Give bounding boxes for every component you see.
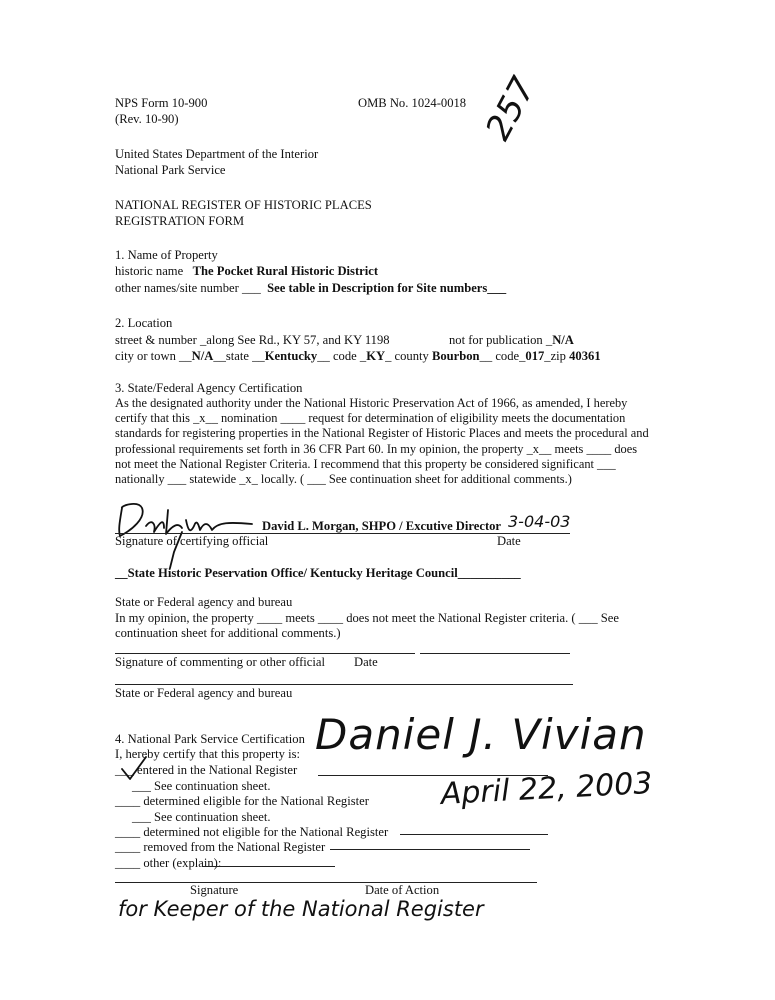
service-name: National Park Service	[115, 163, 226, 177]
county-code-label: __ code_	[479, 349, 526, 363]
explain-line	[203, 866, 335, 867]
other-names-row	[115, 281, 506, 296]
opinion-line1: In my opinion, the property ____ meets ____ does not meet the National Register criteria. ( ___ See	[115, 611, 619, 625]
opinion-line2: continuation sheet for additional comments.)	[115, 626, 341, 640]
commenting-date-label: Date	[354, 655, 378, 669]
city-value: N/A	[191, 349, 214, 363]
certification-paragraph	[115, 396, 665, 487]
status-continuation: ___ See continuation sheet.	[132, 810, 271, 824]
state-label: __state __	[213, 349, 265, 363]
section2-heading: 2. Location	[115, 316, 173, 330]
status-removed: ____ removed from the National Register	[115, 840, 326, 854]
date-line	[400, 834, 548, 835]
signature-label: Signature	[190, 883, 239, 897]
state-code-label: __ code _	[317, 349, 367, 363]
status-continuation: ___ See continuation sheet.	[132, 779, 271, 793]
omb-number: OMB No. 1024-0018	[358, 96, 467, 110]
zip-label: _zip	[544, 349, 566, 363]
other-names-label: other names/site number ___	[115, 281, 261, 295]
section1-heading: 1. Name of Property	[115, 248, 218, 262]
county-code-value: 017	[525, 349, 545, 363]
date-of-action-label: Date of Action	[365, 883, 440, 897]
form-number: NPS Form 10-900	[115, 96, 208, 110]
state-value: Kentucky	[264, 349, 318, 363]
commenting-signature-line	[115, 653, 415, 654]
commenting-official-label: Signature of commenting or other official	[115, 655, 325, 669]
signature-date-label: Date	[497, 534, 521, 548]
city-label: city or town __	[115, 349, 192, 363]
status-eligible: ____ determined eligible for the National Register	[115, 794, 369, 808]
agency-bureau-line	[115, 684, 573, 685]
commenting-date-line	[420, 653, 570, 654]
zip-value: 40361	[569, 349, 601, 363]
form-title-line2: REGISTRATION FORM	[115, 214, 245, 228]
state-code-value: KY	[366, 349, 386, 363]
date-line	[330, 849, 530, 850]
street-line: street & number _along See Rd., KY 57, and KY 1198	[115, 333, 390, 347]
nfp-label: not for publication _	[449, 333, 553, 347]
agency-bureau-label: State or Federal agency and bureau	[115, 595, 293, 609]
keeper-handwritten-date: April 22, 2003	[440, 765, 654, 812]
certify-statement: I, hereby certify that this property is:	[115, 747, 301, 761]
not-for-publication	[449, 333, 574, 348]
cert-line: nationally ___ statewide _x_ locally. ( ___ See continuation sheet for additional comments.)	[115, 472, 572, 487]
county-value: Bourbon	[431, 349, 480, 363]
form-revision: (Rev. 10-90)	[115, 112, 179, 126]
historic-name-label: historic name	[115, 264, 184, 278]
form-title-line1: NATIONAL REGISTER OF HISTORIC PLACES	[115, 198, 372, 212]
historic-name-value: The Pocket Rural Historic District	[192, 264, 379, 278]
department-name: United States Department of the Interior	[115, 147, 319, 161]
status-not-eligible: ____ determined not eligible for the National Register	[115, 825, 389, 839]
section4-heading: 4. National Park Service Certification	[115, 732, 305, 746]
cert-line: certify that this _x__ nomination ____ request for determination of eligibility meets the documentation	[115, 411, 626, 426]
keeper-handwritten-note: for Keeper of the National Register	[118, 897, 484, 921]
action-signature-line	[115, 882, 537, 883]
status-other: ____ other (explain):	[115, 856, 222, 870]
historic-name-row	[115, 264, 378, 279]
signature-certifying-label: Signature of certifying official	[115, 534, 269, 548]
nfp-value: N/A	[552, 333, 574, 347]
city-state-line	[115, 349, 601, 364]
check-mark	[120, 755, 150, 783]
shpo-handwritten-date: 3-04-03	[508, 512, 571, 531]
keeper-signature: Daniel J. Vivian	[315, 710, 647, 759]
shpo-signer-name: David L. Morgan, SHPO / Excutive Director	[262, 519, 502, 533]
cert-line: standards for registering properties in the National Register of Historic Places and meets the procedural and	[115, 426, 649, 441]
shpo-office: __State Historic Peservation Office/ Kentucky Heritage Council__________	[115, 566, 521, 580]
status-entered: ___ entered in the National Register	[115, 763, 298, 777]
handwritten-reference-number: 257	[478, 70, 544, 147]
section3-heading: 3. State/Federal Agency Certification	[115, 381, 303, 395]
cert-line: professional requirements set forth in 36 CFR Part 60. In my opinion, the property _x__ meets ____ does	[115, 441, 638, 456]
county-label: _ county	[385, 349, 429, 363]
cert-line: not meet the National Register Criteria. I recommend that this property be considered significant ___	[115, 456, 616, 471]
agency-bureau-label-2: State or Federal agency and bureau	[115, 686, 293, 700]
cert-line: As the designated authority under the National Historic Preservation Act of 1966, as amended, I hereby	[115, 396, 628, 410]
other-names-value: See table in Description for Site numbers___	[267, 281, 507, 295]
